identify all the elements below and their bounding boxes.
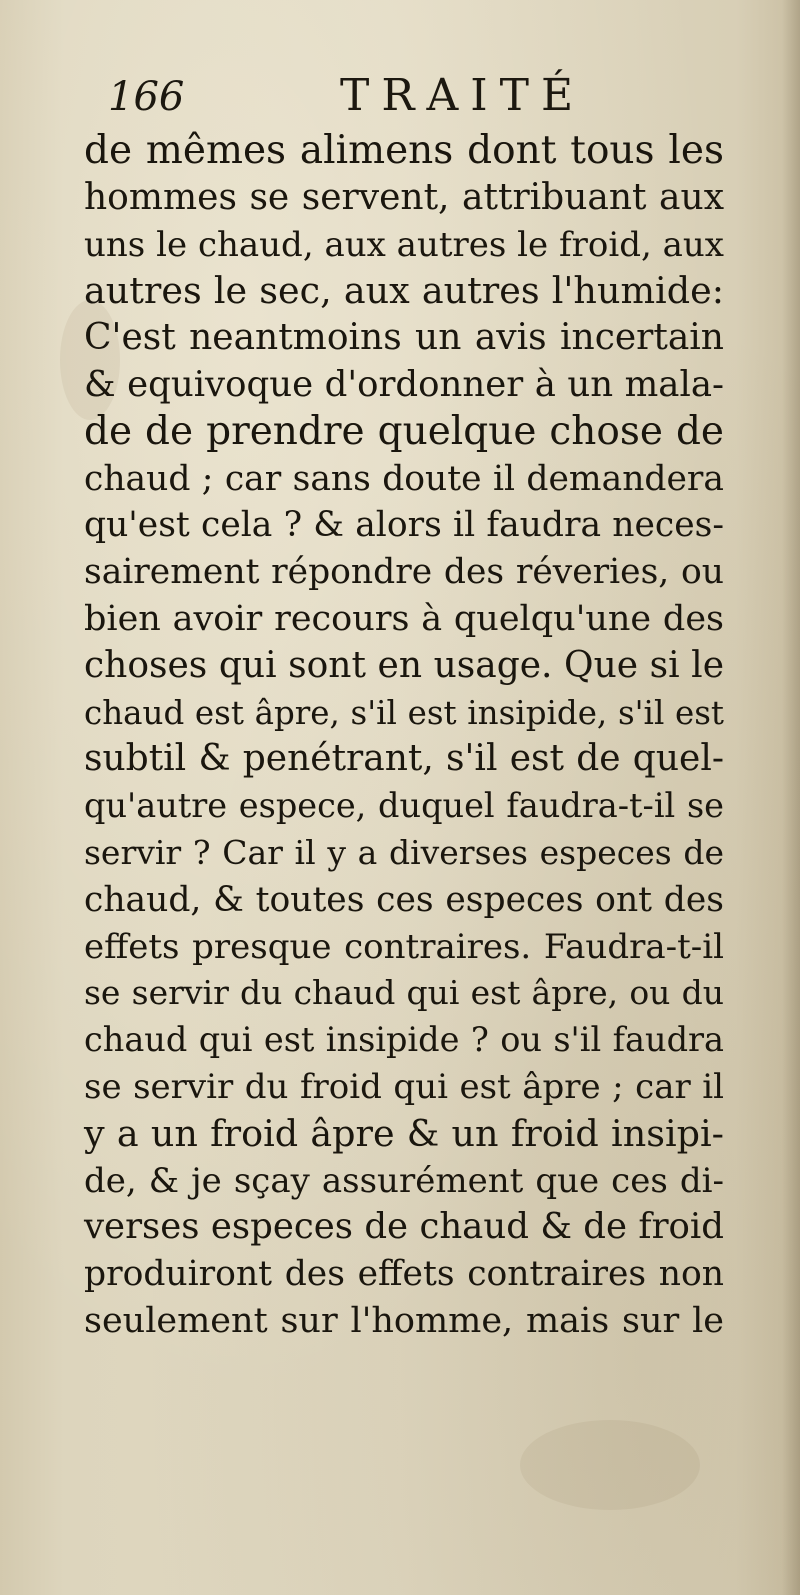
text-line: seulement sur l'homme, mais sur le	[84, 1300, 724, 1341]
text-line: de, & je sçay assurément que ces di-	[84, 1160, 724, 1201]
text-line: autres le sec, aux autres l'humide:	[84, 269, 724, 313]
text-line: se servir du froid qui est âpre ; car il	[84, 1066, 724, 1107]
body-text	[84, 128, 724, 1345]
text-line: servir ? Car il y a diverses especes de	[84, 832, 724, 872]
running-title: TRAITÉ	[340, 70, 586, 121]
text-line: & equivoque d'ordonner à un mala-	[84, 363, 724, 405]
page-number: 166	[108, 74, 185, 120]
text-line: choses qui sont en usage. Que si le	[84, 644, 724, 686]
text-line: bien avoir recours à quelqu'une des	[84, 598, 724, 639]
text-line: se servir du chaud qui est âpre, ou du	[84, 973, 724, 1013]
text-line: qu'autre espece, duquel faudra-t-il se	[84, 786, 724, 826]
text-line: de mêmes alimens dont tous les	[84, 128, 724, 173]
text-line: chaud ; car sans doute il demandera	[84, 458, 724, 499]
text-line: uns le chaud, aux autres le froid, aux	[84, 224, 724, 265]
page-header	[108, 70, 708, 130]
text-line: chaud qui est insipide ? ou s'il faudra	[84, 1020, 724, 1060]
page-edge-shadow	[782, 0, 800, 1595]
paper-stain	[520, 1420, 700, 1510]
text-line: verses especes de chaud & de froid	[84, 1206, 724, 1248]
text-line: y a un froid âpre & un froid insipi-	[84, 1111, 724, 1155]
text-line: qu'est cela ? & alors il faudra neces-	[84, 505, 724, 546]
text-line: de de prendre quelque chose de	[84, 408, 724, 454]
text-line: effets presque contraires. Faudra-t-il	[84, 926, 724, 967]
text-line: C'est neantmoins un avis incertain	[84, 317, 724, 359]
text-line: chaud, & toutes ces especes ont des	[84, 879, 724, 920]
text-line: hommes se servent, attribuant aux	[84, 176, 724, 218]
text-line: produiront des effets contraires non	[84, 1254, 724, 1295]
text-line: sairement répondre des réveries, ou	[84, 552, 724, 593]
text-line: subtil & penétrant, s'il est de quel-	[84, 738, 724, 780]
text-line: chaud est âpre, s'il est insipide, s'il est	[84, 693, 724, 732]
